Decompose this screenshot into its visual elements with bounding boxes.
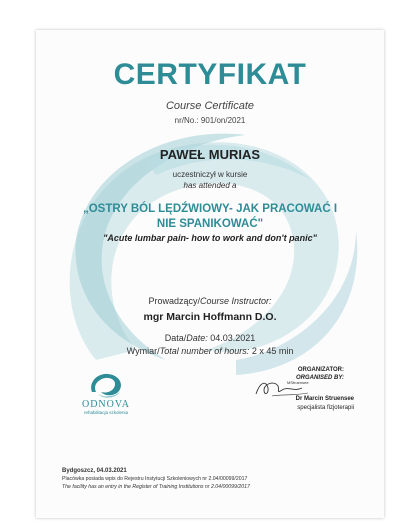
attended-label-en: has attended a [183,181,237,190]
logo-tagline: rehabilitacja szkolenia [83,410,129,415]
hours-label-en: Total number of hours: [159,346,250,356]
instructor-label-pl: Prowadzący/ [148,296,200,306]
participant-name: PAWEŁ MURIAS [159,147,261,162]
organizer-label-en: ORGANISED BY: [295,375,344,381]
date-label-pl: Data/ [164,333,187,343]
footer [62,467,362,491]
hours-label-pl: Wymiar/ [126,346,160,356]
certificate-title: CERTYFIKAT [113,58,307,91]
course-title-en: "Acute lumbar pain- how to work and don't panic" [103,233,317,243]
signature-stamp-text: MStruensee [287,380,309,385]
date-value: 04.03.2021 [210,333,256,343]
instructor-label [36,296,384,306]
instructor-label-en: Course Instructor: [200,296,272,306]
footer-place-date: Bydgoszcz, 04.03.2021 [62,468,127,474]
certificate-number: nr/No.: 901/on/2021 [174,116,246,125]
signer-title: specjalista fizjoterapii [297,405,354,411]
organizer-label-pl: ORGANIZATOR: [297,367,344,373]
logo-name: ODNOVA [81,399,131,410]
odnova-spiral-logo-icon [86,370,126,400]
certificate-sheet [36,30,384,518]
date-label-en: Date: [186,333,208,343]
date-line [36,333,384,343]
footer-registry-en: The facility has an entry in the Register of Training Institutions nr 2.04/00099/2017 [62,484,250,490]
instructor-name: mgr Marcin Hoffmann D.O. [143,311,277,323]
signer-name: Dr Marcin Struensee [295,396,354,402]
course-title-pl: „OSTRY BÓL LĘDŹWIOWY- JAK PRACOWAĆ I NIE SPANIKOWAĆ" [82,203,338,230]
hours-value: 2 x 45 min [251,346,294,356]
hours-line [36,346,384,356]
signer-block [296,395,354,413]
certificate-subtitle: Course Certificate [165,100,255,112]
attended-label-pl: uczestniczył w kursie [172,170,248,179]
footer-registry-pl: Placówka posiada wpis do Rejestru Instytucji Szkoleniowych nr 2.04/00099/2017 [62,476,248,482]
